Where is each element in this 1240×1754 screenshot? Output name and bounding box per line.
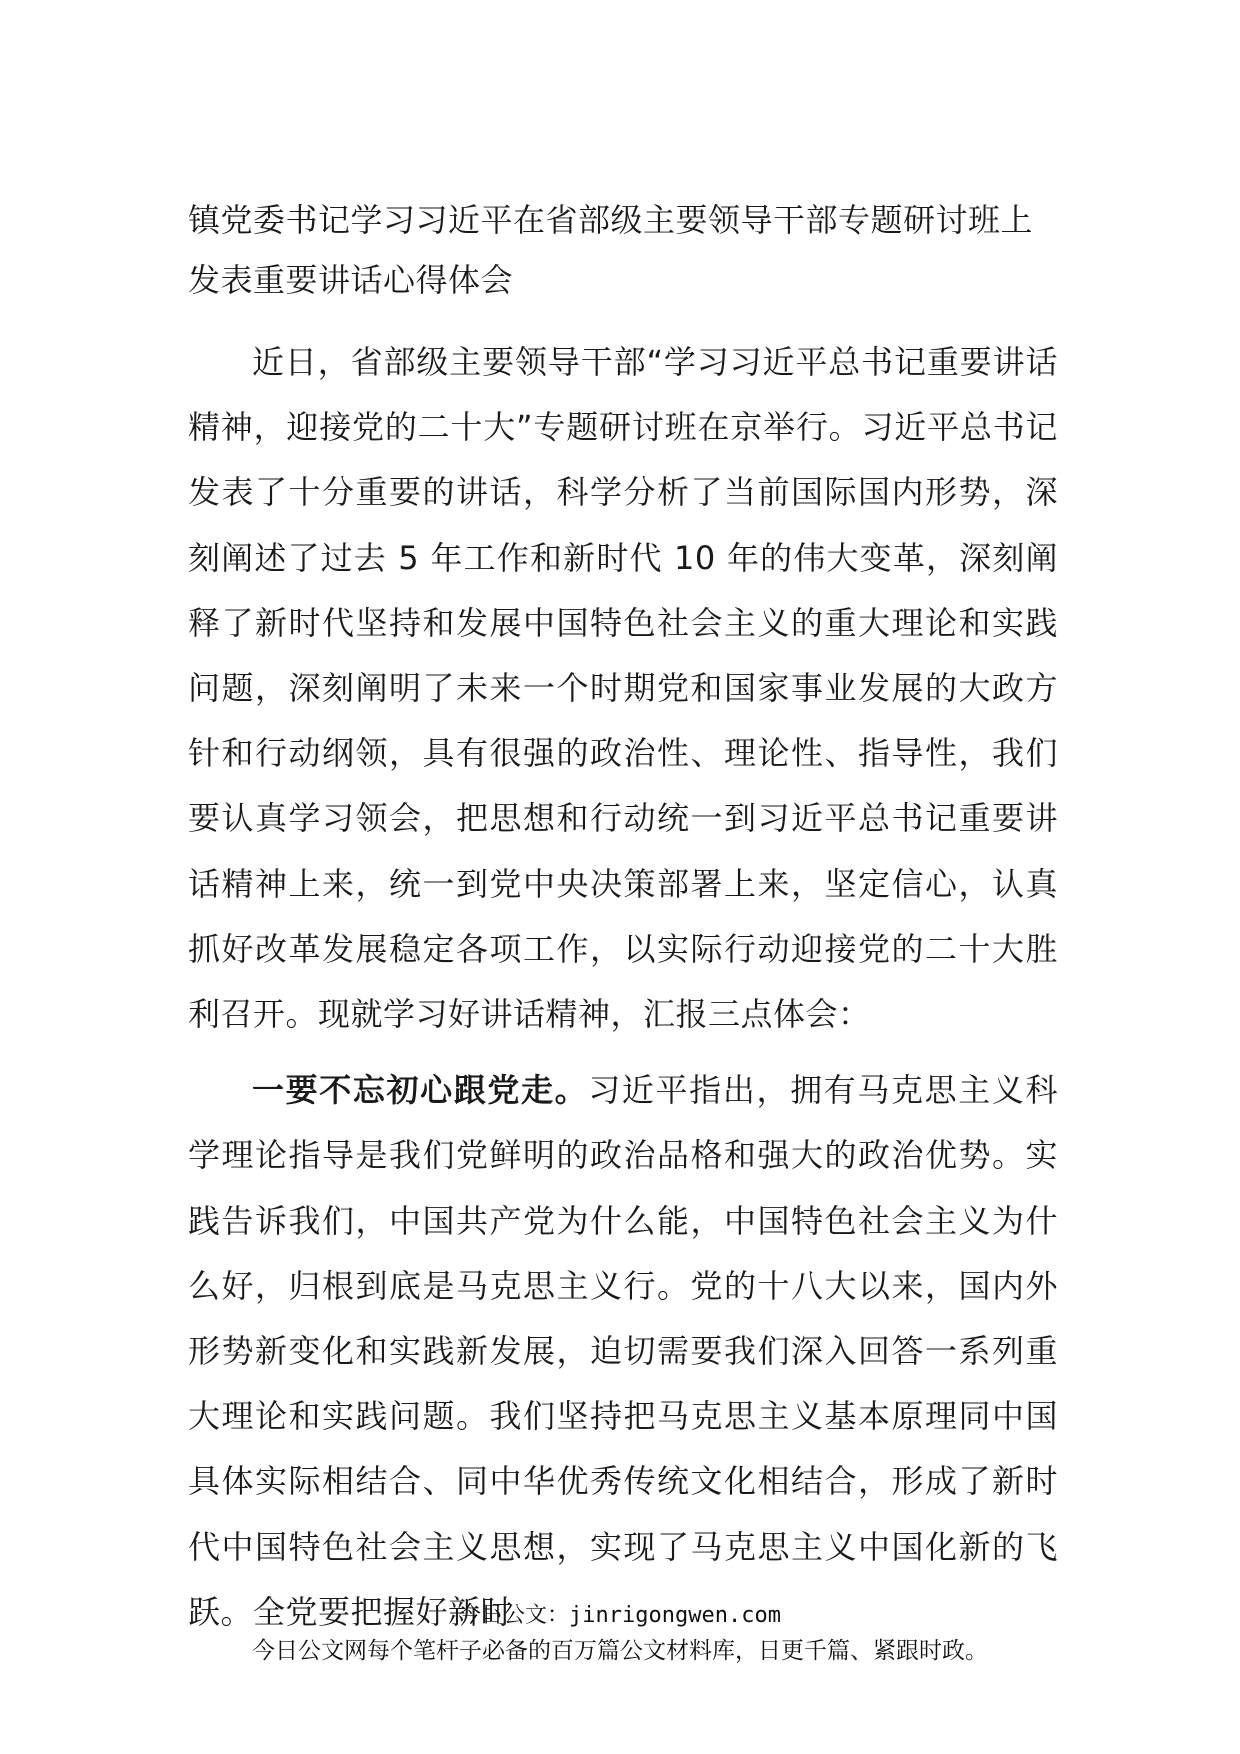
paragraph-intro: 近日，省部级主要领导干部“学习习近平总书记重要讲话精神，迎接党的二十大”专题研讨班在京举行。习近平总书记发表了十分重要的讲话，科学分析了当前国际国内形势，深刻阐述了过去 5 年工作和新时代 10 年的伟大变革，深刻阐释了新时代坚持和发展中国特色社会主义的重大理论和实践问题，深刻阐明了未来一个时期党和国家事业发展的大政方针和行动纲领，具有很强的政治性、理论性、指导性，我们要认真学习领会，把思想和行动统一到习近平总书记重要讲话精神上来，统一到党中央决策部署上来，坚定信心，认真抓好改革发展稳定各项工作，以实际行动迎接党的二十大胜利召开。现就学习好讲话精神，汇报三点体会： <box>188 343 1058 1034</box>
footer-site-link[interactable]: 今日公文：jinrigongwen.com <box>459 1603 781 1628</box>
paragraph-point-one-text: 习近平指出，拥有马克思主义科学理论指导是我们党鲜明的政治品格和强大的政治优势。实践告诉我们，中国共产党为什么能，中国特色社会主义为什么好，归根到底是马克思主义行。党的十八大以来，国内外形势新变化和实践新发展，迫切需要我们深入回答一系列重大理论和实践问题。我们坚持把马克思主义基本原理同中国具体实际相结合、同中华优秀传统文化相结合，形成了新时代中国特色社会主义思想，实现了马克思主义中国化新的飞跃。全党要把握好新时 <box>188 1071 1058 1631</box>
paragraph-point-one-heading: 一要不忘初心跟党走。 <box>252 1071 589 1110</box>
document-title: 镇党委书记学习习近平在省部级主要领导干部专题研讨班上发表重要讲话心得体会 <box>188 201 1034 299</box>
document-body <box>188 190 1058 1656</box>
footer-tagline: 今日公文网每个笔杆子必备的百万篇公文材料库，日更千篇、紧跟时政。 <box>252 1638 988 1664</box>
paragraph-point-one <box>188 1058 1058 1645</box>
